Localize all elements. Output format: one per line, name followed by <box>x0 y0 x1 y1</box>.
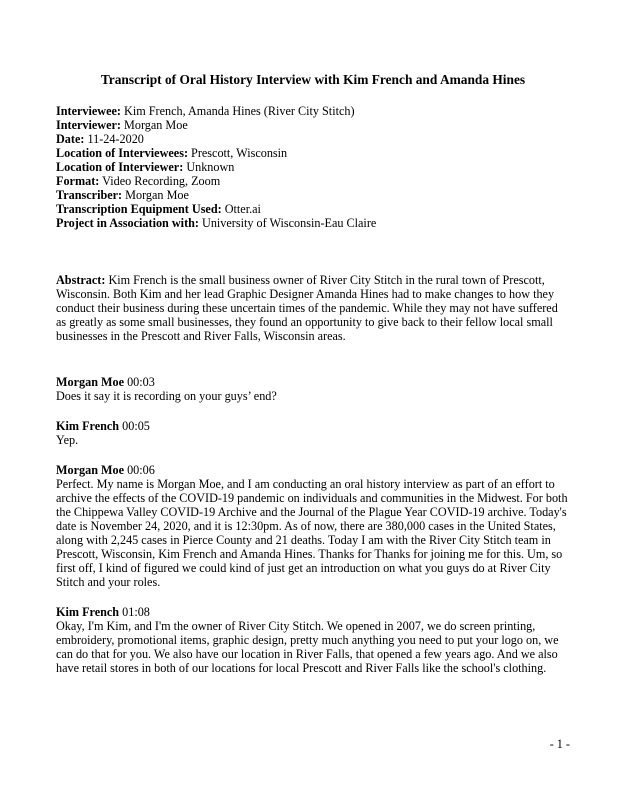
metadata-label: Format: <box>56 174 100 188</box>
metadata-label: Location of Interviewees: <box>56 146 188 160</box>
dialogue-section <box>56 375 570 675</box>
speaker-name: Kim French <box>56 605 120 619</box>
metadata-value: Video Recording, Zoom <box>102 174 221 188</box>
metadata-value: Morgan Moe <box>124 118 188 132</box>
metadata-label: Interviewee: <box>56 104 121 118</box>
metadata-value: University of Wisconsin-Eau Claire <box>202 216 377 230</box>
speaker-line <box>56 419 570 433</box>
metadata-line-interviewee <box>56 104 570 118</box>
metadata-value: Morgan Moe <box>125 188 189 202</box>
dialogue-entry <box>56 463 570 589</box>
abstract-label: Abstract: <box>56 273 106 287</box>
page-number: - 1 - <box>549 737 570 751</box>
metadata-value: Kim French, Amanda Hines (River City Stitch) <box>124 104 355 118</box>
timestamp: 00:03 <box>127 375 155 389</box>
speaker-name: Morgan Moe <box>56 375 125 389</box>
metadata-line-transcriber <box>56 188 570 202</box>
metadata-line-location-interviewees <box>56 146 570 160</box>
dialogue-entry <box>56 375 570 403</box>
metadata-line-format <box>56 174 570 188</box>
document-title: Transcript of Oral History Interview with Kim French and Amanda Hines <box>100 72 526 87</box>
dialogue-text: Okay, I'm Kim, and I'm the owner of River City Stitch. We opened in 2007, we do screen printing, embroidery, promotional items, graphic design, pretty much anything you need to put your logo on, we can do that for you. We also have our location in River Falls, that opened a few years ago. And we also have retail stores in both of our locations for local Prescott and River Falls like the school's clothing. <box>56 619 559 675</box>
abstract-paragraph <box>56 273 570 343</box>
metadata-label: Date: <box>56 132 85 146</box>
dialogue-entry <box>56 419 570 447</box>
metadata-line-date <box>56 132 570 146</box>
metadata-block <box>56 104 570 230</box>
metadata-label: Project in Association with: <box>56 216 199 230</box>
metadata-label: Transcriber: <box>56 188 123 202</box>
dialogue-text: Perfect. My name is Morgan Moe, and I am conducting an oral history interview as part of an effort to archive the effects of the COVID-19 pandemic on individuals and communities in the Midwest. For both the Chippewa Valley COVID-19 Archive and the Journal of the Plague Year COVID-19 archive. Today's date is November 24, 2020, and it is 12:30pm. As of now, there are 380,000 cases in the United States, along with 2,245 cases in Pierce County and 21 deaths. Today I am with the River City Stitch team in Prescott, Wisconsin, Kim French and Amanda Hines. Thanks for Thanks for joining me for this. Um, so first off, I kind of figured we could kind of just get an introduction on what you guys do at River City Stitch and your roles. <box>56 477 568 589</box>
metadata-line-project-association <box>56 216 570 230</box>
metadata-line-interviewer <box>56 118 570 132</box>
dialogue-text: Yep. <box>56 433 79 447</box>
speaker-line <box>56 375 570 389</box>
metadata-label: Interviewer: <box>56 118 121 132</box>
metadata-value: Unknown <box>186 160 235 174</box>
metadata-line-transcription-equipment <box>56 202 570 216</box>
abstract-text: Kim French is the small business owner of River City Stitch in the rural town of Prescott, Wisconsin. Both Kim and her lead Graphic Designer Amanda Hines had to make changes to how they conduct their business during these uncertain times of the pandemic. While they may not have suffered as greatly as some small businesses, they found an opportunity to give back to their fellow local small businesses in the Prescott and River Falls, Wisconsin areas. <box>56 273 558 343</box>
metadata-value: Otter.ai <box>224 202 261 216</box>
metadata-line-location-interviewer <box>56 160 570 174</box>
metadata-value: 11-24-2020 <box>87 132 144 146</box>
timestamp: 00:06 <box>127 463 155 477</box>
timestamp: 01:08 <box>122 605 150 619</box>
timestamp: 00:05 <box>122 419 150 433</box>
speaker-line <box>56 605 570 619</box>
metadata-label: Location of Interviewer: <box>56 160 184 174</box>
metadata-value: Prescott, Wisconsin <box>191 146 288 160</box>
speaker-name: Kim French <box>56 419 120 433</box>
dialogue-entry <box>56 605 570 675</box>
speaker-name: Morgan Moe <box>56 463 125 477</box>
speaker-line <box>56 463 570 477</box>
metadata-label: Transcription Equipment Used: <box>56 202 222 216</box>
dialogue-text: Does it say it is recording on your guys’ end? <box>56 389 277 403</box>
